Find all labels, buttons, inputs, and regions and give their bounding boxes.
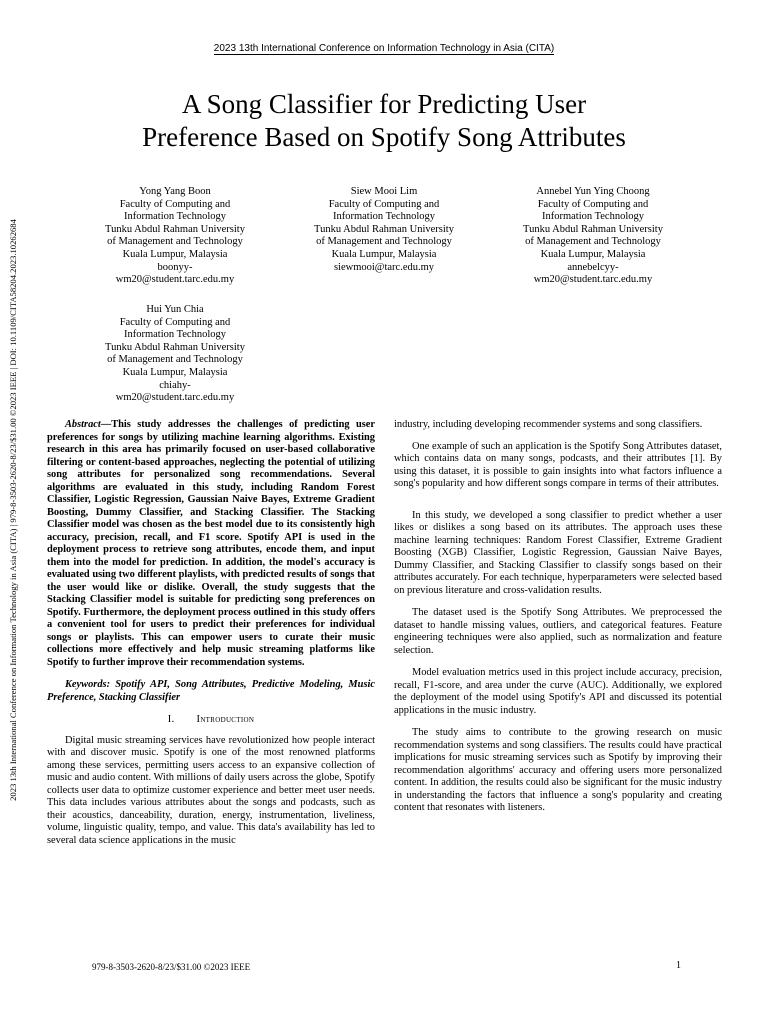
- author-block-3: [498, 186, 688, 287]
- author-block-1: [80, 186, 270, 287]
- author-affiliation: Information Technology: [332, 211, 435, 223]
- keywords-label: Keywords:: [65, 679, 116, 690]
- author-affiliation: Tunku Abdul Rahman University: [105, 223, 245, 235]
- author-affiliation: of Management and Technology: [525, 236, 661, 248]
- author-email: siewmooi@tarc.edu.my: [333, 261, 435, 273]
- body-paragraph: The dataset used is the Spotify Song Attributes. We preprocessed the dataset to handle missing values, outliers, and categorical features. Feature engineering techniques were also applied, such as normalization and feature selection.: [394, 607, 722, 656]
- title-line-1: A Song Classifier for Predicting User: [181, 89, 587, 119]
- author-email: wm20@student.tarc.edu.my: [115, 392, 235, 404]
- author-email: annebelcyy-: [567, 261, 619, 273]
- author-block-2: [289, 186, 479, 274]
- title-line-2: Preference Based on Spotify Song Attributes: [142, 122, 626, 152]
- author-name: Siew Mooi Lim: [350, 186, 418, 197]
- section-title: Introduction: [196, 714, 255, 725]
- author-name: Hui Yun Chia: [146, 304, 204, 315]
- author-email: chiahy-: [159, 379, 191, 391]
- author-location: Kuala Lumpur, Malaysia: [122, 366, 228, 378]
- left-column: [47, 419, 375, 857]
- author-affiliation: Tunku Abdul Rahman University: [105, 341, 245, 353]
- body-paragraph: One example of such an application is the Spotify Song Attributes dataset, which contains data on many songs, podcasts, and their attributes [1]. By using this dataset, it is possible to gain insights into what factors influence a song's popularity and how different songs compare in terms of their attributes.: [394, 440, 722, 489]
- author-affiliation: Faculty of Computing and: [537, 198, 649, 210]
- abstract-label: Abstract: [65, 419, 101, 430]
- body-paragraph: industry, including developing recommender systems and song classifiers.: [394, 419, 703, 430]
- author-affiliation: Tunku Abdul Rahman University: [523, 223, 663, 235]
- author-email: boonyy-: [157, 261, 193, 273]
- author-name: Yong Yang Boon: [139, 186, 211, 197]
- author-affiliation: Information Technology: [123, 211, 226, 223]
- body-paragraph: In this study, we developed a song classifier to predict whether a user likes or dislikes a song based on its attributes. The approach uses these machine learning techniques: Random Forest Classifier, Extreme Gradient Boosting (XGB) Classifier, Logistic Regression, Gaussian Naive Bayes, Dummy Classifier, and Stacking Classifier to classify songs based on their attributes accurately. For each technique, hyperparameters were selected based on previous literature and cross-validation results.: [394, 509, 722, 596]
- right-column: [394, 419, 722, 825]
- author-affiliation: Faculty of Computing and: [328, 198, 440, 210]
- author-block-4: [80, 304, 270, 405]
- doi-sidebar: [8, 180, 22, 840]
- author-affiliation: Information Technology: [541, 211, 644, 223]
- author-affiliation: Faculty of Computing and: [119, 316, 231, 328]
- body-paragraph: Digital music streaming services have revolutionized how people interact with and discover music. Spotify is one of the most renowned platforms among these services, permitting users access to an expansive collection of music and audio content. With millions of daily users across the globe, Spotify collects user data to optimize customer experience and better meet user needs. This data includes various attributes about the songs and podcasts, such as their acoustics, danceability, duration, energy, instrumentation, liveliness, volume, linguistic quality, tempo, and value. This data's availability has led to several data science applications in the music: [47, 734, 375, 846]
- author-location: Kuala Lumpur, Malaysia: [540, 248, 646, 260]
- paper-title: [60, 88, 708, 154]
- copyright-footer: 979-8-3503-2620-8/23/$31.00 ©2023 IEEE: [92, 962, 251, 972]
- conference-header-text: 2023 13th International Conference on Information Technology in Asia (CITA): [213, 43, 555, 54]
- section-heading-introduction: [47, 714, 375, 727]
- author-name: Annebel Yun Ying Choong: [536, 186, 650, 197]
- abstract-text: —This study addresses the challenges of predicting user preferences for songs by utilizing machine learning algorithms. Existing research in this area has primarily focused on user-based collaborative filtering or content-based approaches, neglecting the potential of utilizing song attributes for personalized song recommendations. Several algorithms are evaluated in this study, including Random Forest Classifier, Logistic Regression, Gaussian Naive Bayes, Extreme Gradient Boosting, Dummy Classifier, and Stacking Classifier. The Stacking Classifier model was chosen as the best model due to its consistently high accuracy, precision, recall, and F1 score. Spotify API is used in the deployment process to retrieve song attributes, encode them, and input them into the model for prediction. In addition, the model's accuracy is evaluated using two different playlists, with predicted results of songs that the user would like or dislike. Overall, the study suggests that the Stacking Classifier model is suitable for predicting song preferences on Spotify. Furthermore, the deployment process outlined in this study offers a convenient tool for users to predict their preferences for individual songs or playlists. This can empower users to curate their music collections more effectively and help music streaming platforms like Spotify to further improve their recommendation systems.: [47, 419, 375, 668]
- author-location: Kuala Lumpur, Malaysia: [122, 248, 228, 260]
- doi-sidebar-text: 2023 13th International Conference on Information Technology in Asia (CITA) | 979-8-3503-2620-8/23/$31.00 ©2023 IEEE | DOI: 10.1109/CITA58204.2023.10262684: [8, 219, 18, 801]
- author-email: wm20@student.tarc.edu.my: [115, 274, 235, 286]
- author-affiliation: Faculty of Computing and: [119, 198, 231, 210]
- body-paragraph: Model evaluation metrics used in this project include accuracy, precision, recall, F1-score, and area under the curve (AUC). Additionally, we explored the deployment of the model using Spotify's API and discussed its potential applications in the music industry.: [394, 667, 722, 716]
- page-number: 1: [676, 960, 681, 971]
- conference-header: [0, 43, 768, 54]
- section-number: I.: [167, 714, 175, 725]
- abstract: [47, 419, 375, 669]
- keywords-text: Spotify API, Song Attributes, Predictive Modeling, Music Preference, Stacking Classifier: [47, 679, 375, 703]
- author-affiliation: Tunku Abdul Rahman University: [314, 223, 454, 235]
- author-affiliation: Information Technology: [123, 329, 226, 341]
- author-affiliation: of Management and Technology: [107, 354, 243, 366]
- author-location: Kuala Lumpur, Malaysia: [331, 248, 437, 260]
- author-email: wm20@student.tarc.edu.my: [533, 274, 653, 286]
- body-paragraph: The study aims to contribute to the growing research on music recommendation systems and song classifiers. The results could have practical implications for music streaming services such as Spotify by improving their recommendation algorithms' accuracy and offering users more personalized content. In addition, the results could also be significant for the music industry in understanding the factors that influence a song's popularity and creating content that resonates with listeners.: [394, 727, 722, 813]
- author-affiliation: of Management and Technology: [107, 236, 243, 248]
- author-affiliation: of Management and Technology: [316, 236, 452, 248]
- keywords: [47, 679, 375, 704]
